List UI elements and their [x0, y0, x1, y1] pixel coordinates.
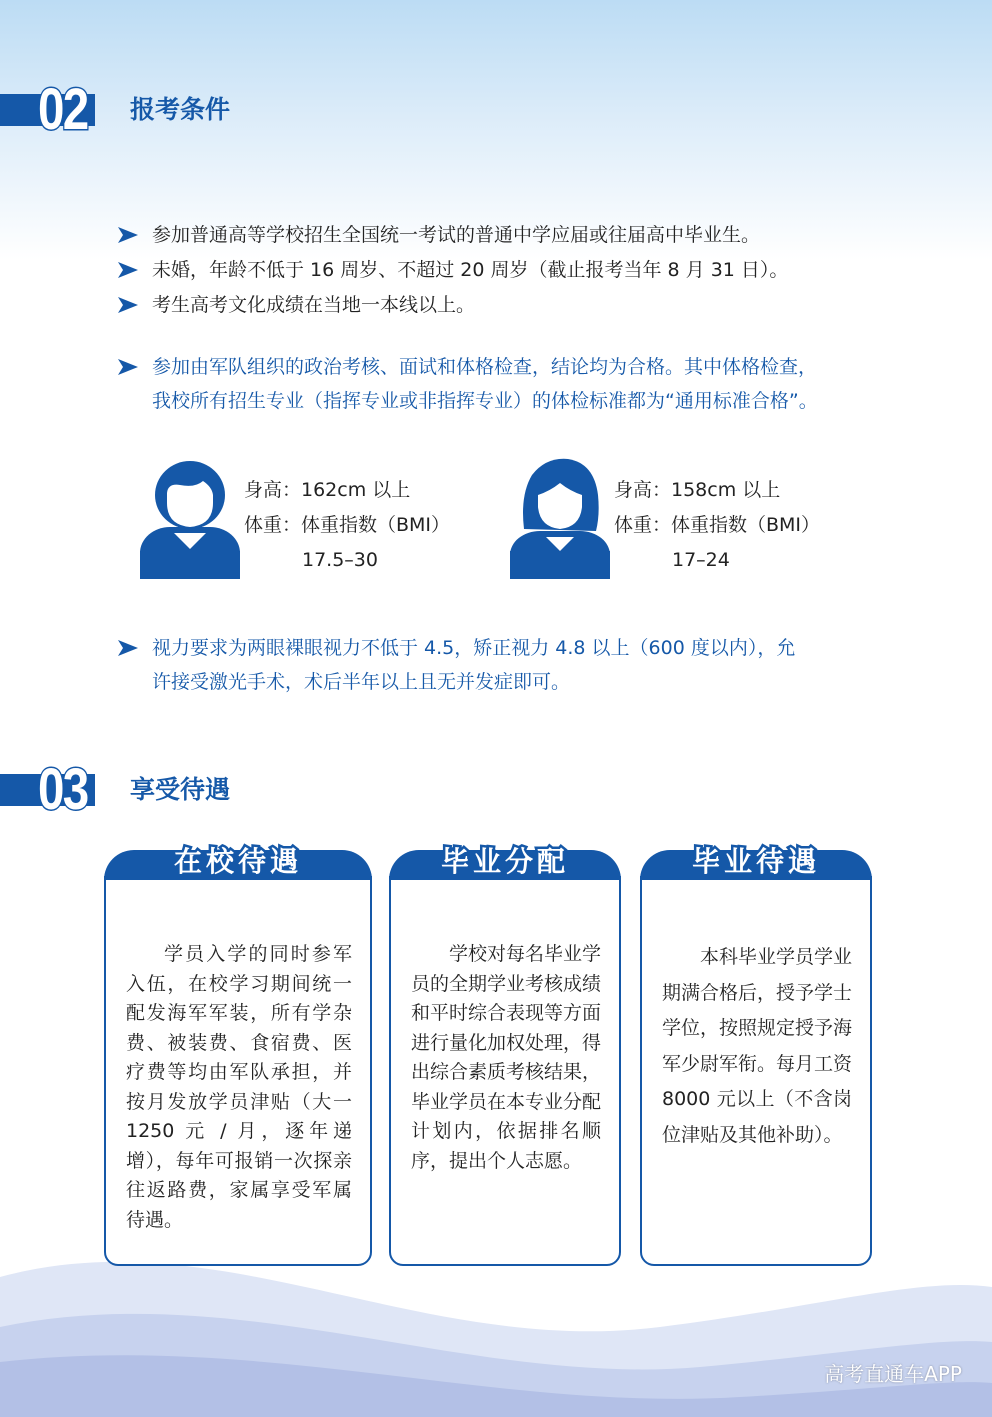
- male-avatar-icon: [140, 455, 240, 579]
- condition-text: 未婚，年龄不低于 16 周岁、不超过 20 周岁（截止报考当年 8 月 31 日）。: [152, 259, 789, 281]
- section-title: 享受待遇: [130, 775, 231, 804]
- arrow-bullet-icon: [118, 227, 138, 243]
- physical-exam-item: [118, 350, 898, 418]
- female-bmi-range: 17–24: [672, 549, 730, 571]
- physical-exam-line-2: 我校所有招生专业（指挥专业或非指挥专业）的体检标准都为“通用标准合格”。: [152, 390, 818, 412]
- watermark: 高考直通车APP: [824, 1362, 962, 1386]
- card-graduation-benefits: [640, 845, 872, 1266]
- section-header-benefits: [0, 757, 400, 822]
- section-number: 03: [38, 757, 88, 822]
- female-weight: 体重：体重指数（BMI）: [614, 514, 821, 536]
- section-title: 报考条件: [130, 95, 231, 124]
- card-title: 在校待遇: [173, 845, 302, 878]
- male-weight: 体重：体重指数（BMI）: [244, 514, 451, 536]
- condition-item: [118, 218, 898, 252]
- card-title: 毕业分配: [440, 845, 569, 878]
- section-number: 02: [38, 77, 88, 142]
- vision-line-1: 视力要求为两眼裸眼视力不低于 4.5，矫正视力 4.8 以上（600 度以内），允: [152, 637, 796, 659]
- condition-text: 考生高考文化成绩在当地一本线以上。: [152, 294, 476, 316]
- female-avatar-icon: [510, 455, 610, 579]
- female-height: 身高：158cm 以上: [614, 479, 781, 501]
- vision-item: [118, 631, 898, 699]
- arrow-bullet-icon: [118, 262, 138, 278]
- arrow-bullet-icon: [118, 359, 138, 375]
- card-body: 学员入学的同时参军入伍，在校学习期间统一配发海军军装，所有学杂费、被装费、食宿费、医疗费等均由军队承担，并按月发放学员津贴（大一 1250 元 / 月，逐年递增），每年可报销一次探亲往返路费，家属享受军属待遇。: [126, 943, 352, 1231]
- section-header-conditions: [0, 77, 400, 142]
- card-school-benefits: [104, 845, 372, 1266]
- male-bmi-range: 17.5–30: [302, 549, 378, 571]
- vision-line-2: 许接受激光手术，术后半年以上且无并发症即可。: [152, 671, 571, 693]
- card-title: 毕业待遇: [691, 845, 820, 878]
- male-height: 身高：162cm 以上: [244, 479, 411, 501]
- arrow-bullet-icon: [118, 297, 138, 313]
- condition-item: [118, 253, 898, 287]
- card-body: 本科毕业学员学业期满合格后，授予学士学位，按照规定授予海军少尉军衔。每月工资 8000 元以上（不含岗位津贴及其他补助）。: [662, 946, 853, 1146]
- condition-text: 参加普通高等学校招生全国统一考试的普通中学应届或往届高中毕业生。: [152, 224, 761, 246]
- card-graduation-assignment: [389, 845, 621, 1266]
- condition-item: [118, 288, 898, 322]
- physical-exam-line-1: 参加由军队组织的政治考核、面试和体格检查，结论均为合格。其中体格检查，: [152, 356, 818, 378]
- arrow-bullet-icon: [118, 640, 138, 656]
- card-body: 学校对每名毕业学员的全期学业考核成绩和平时综合表现等方面进行量化加权处理，得出综合素质考核结果，毕业学员在本专业分配计划内，依据排名顺序，提出个人志愿。: [411, 943, 602, 1172]
